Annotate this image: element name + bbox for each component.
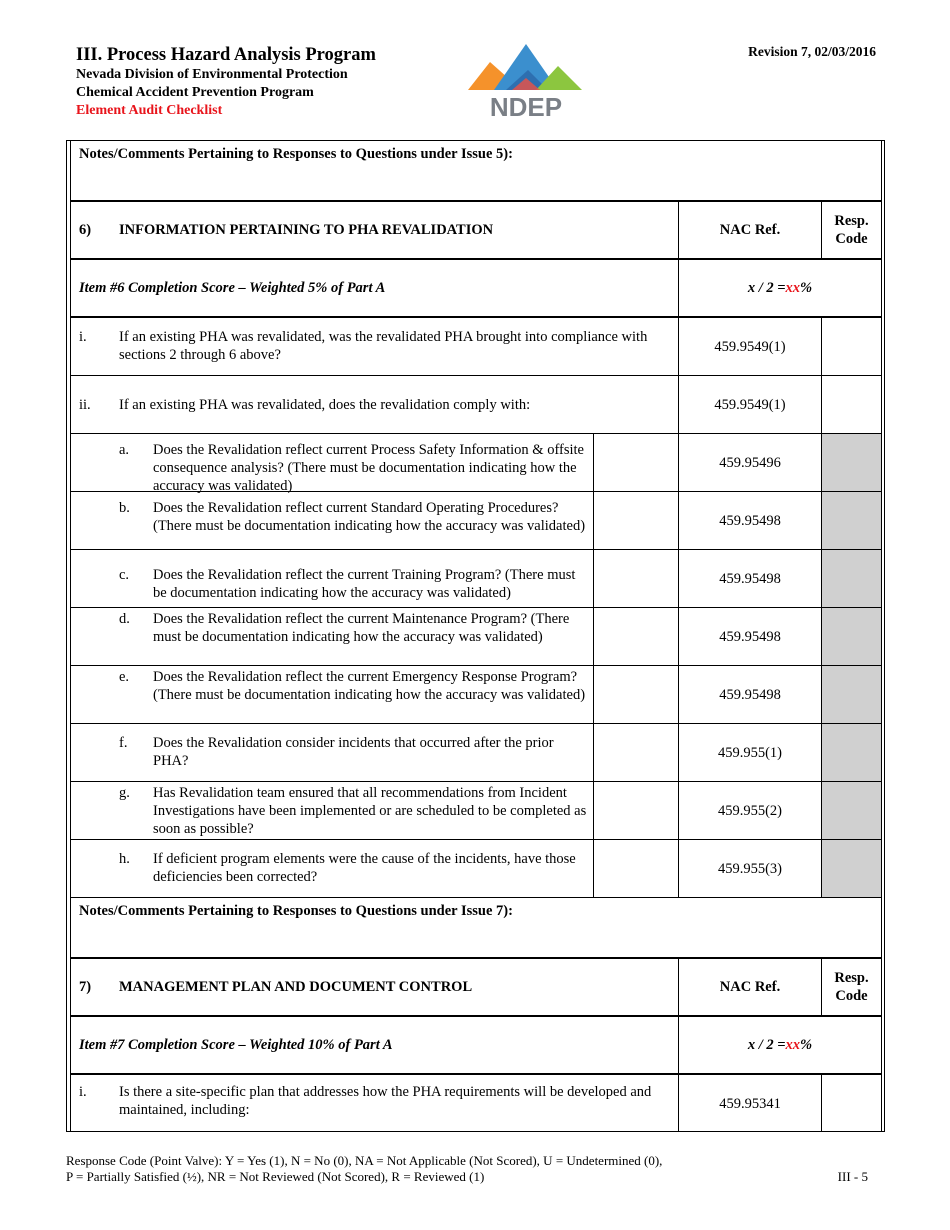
subquestion-row	[71, 840, 881, 898]
response-code-cell-shaded	[821, 608, 881, 665]
document-header	[76, 44, 376, 120]
subquestion-blank-cell	[593, 492, 678, 549]
subquestion-letter: h.	[119, 851, 130, 867]
subquestion-row	[71, 492, 881, 550]
section-7-number: 7)	[79, 979, 92, 995]
subquestion-text: Does the Revalidation reflect the current Maintenance Program? (There must be documentation indicating how the accuracy was validated)	[153, 611, 570, 645]
checklist-table	[66, 140, 885, 1132]
nac-ref: 459.955(3)	[678, 840, 821, 897]
program-name: Chemical Accident Prevention Program	[76, 85, 314, 100]
response-code-cell-shaded	[821, 492, 881, 549]
notes-row-issue-7	[71, 898, 881, 959]
section-6-score-label: Item #6 Completion Score – Weighted 5% of Part A	[79, 280, 386, 296]
subquestion-blank-cell	[593, 724, 678, 781]
checklist-name: Element Audit Checklist	[76, 103, 223, 118]
question-number: ii.	[79, 396, 91, 413]
score-placeholder: xx	[785, 280, 801, 296]
section-7-title: MANAGEMENT PLAN AND DOCUMENT CONTROL	[119, 979, 473, 995]
subquestion-letter: c.	[119, 567, 130, 583]
resp-code-header	[821, 959, 881, 1015]
response-code-cell[interactable]	[821, 376, 881, 433]
nac-ref: 459.95498	[678, 666, 821, 723]
subquestion-row	[71, 434, 881, 492]
response-code-cell-shaded	[821, 724, 881, 781]
ndep-logo-text: NDEP	[489, 92, 563, 122]
subquestion-row	[71, 608, 881, 666]
subquestion-blank-cell	[593, 666, 678, 723]
ndep-logo	[466, 40, 586, 122]
subquestion-letter: a.	[119, 442, 130, 458]
question-text: Is there a site-specific plan that addresses how the PHA requirements will be developed and maintained, including:	[119, 1084, 652, 1118]
nac-ref: 459.95498	[678, 608, 821, 665]
response-code-cell-shaded	[821, 550, 881, 607]
section-6-score-formula	[678, 260, 881, 316]
subquestion-text: Does the Revalidation consider incidents that occurred after the prior PHA?	[153, 735, 554, 769]
subquestion-row	[71, 782, 881, 840]
nac-ref: 459.955(2)	[678, 782, 821, 839]
score-formula-text: x / 2 =	[747, 280, 786, 296]
subquestion-letter: b.	[119, 500, 130, 516]
subquestion-row	[71, 666, 881, 724]
response-code-cell[interactable]	[821, 1075, 881, 1132]
question-number: i.	[79, 1084, 87, 1100]
subquestion-text: Has Revalidation team ensured that all recommendations from Incident Investigations have been implemented or are scheduled to be completed as soon as possible?	[153, 785, 587, 837]
question-text: If an existing PHA was revalidated, does the revalidation comply with:	[119, 396, 531, 413]
notes-row-issue-5	[71, 141, 881, 202]
revision-label: Revision 7, 02/03/2016	[748, 44, 876, 59]
subquestion-text: Does the Revalidation reflect current Process Safety Information & offsite consequence analysis? (There must be documentation indicating how the accuracy was validated)	[153, 442, 584, 494]
nac-ref: 459.9549(1)	[678, 318, 821, 375]
nac-ref: 459.95341	[678, 1075, 821, 1132]
subquestion-letter: e.	[119, 669, 130, 685]
subquestion-blank-cell	[593, 782, 678, 839]
response-code-cell-shaded	[821, 666, 881, 723]
score-placeholder: xx	[785, 1037, 801, 1053]
score-percent: %	[800, 280, 813, 296]
section-6-header	[71, 202, 881, 260]
subquestion-text: Does the Revalidation reflect current Standard Operating Procedures? (There must be documentation indicating how the accuracy was validated)	[153, 500, 586, 534]
response-code-cell-shaded	[821, 782, 881, 839]
legend-line-2: P = Partially Satisfied (½), NR = Not Reviewed (Not Scored), R = Reviewed (1)	[66, 1169, 485, 1184]
response-code-cell-shaded	[821, 840, 881, 897]
subquestion-letter: d.	[119, 611, 130, 627]
nac-ref: 459.955(1)	[678, 724, 821, 781]
nac-ref: 459.95498	[678, 492, 821, 549]
subquestion-row	[71, 550, 881, 608]
nac-ref: 459.95498	[678, 550, 821, 607]
section-6-score-row	[71, 260, 881, 318]
nac-ref-header: NAC Ref.	[678, 959, 821, 1015]
resp-header-line1: Resp.	[834, 213, 869, 229]
resp-header-line1: Resp.	[834, 970, 869, 986]
subquestion-text: Does the Revalidation reflect the current Emergency Response Program? (There must be documentation indicating how the accuracy was validated)	[153, 669, 586, 703]
subquestion-text: Does the Revalidation reflect the current Training Program? (There must be documentation indicating how the accuracy was validated)	[153, 567, 576, 601]
question-text: If an existing PHA was revalidated, was the revalidated PHA brought into compliance with sections 2 through 6 above?	[119, 329, 648, 363]
question-number: i.	[79, 329, 87, 345]
agency-name: Nevada Division of Environmental Protection	[76, 67, 348, 82]
document-title: III. Process Hazard Analysis Program	[76, 45, 376, 65]
subquestion-blank-cell	[593, 550, 678, 607]
subquestion-blank-cell	[593, 840, 678, 897]
question-row	[71, 318, 881, 376]
score-percent: %	[800, 1037, 813, 1053]
nac-ref: 459.95496	[678, 434, 821, 491]
page-number: III - 5	[837, 1169, 868, 1184]
nac-ref-header: NAC Ref.	[678, 202, 821, 258]
question-row	[71, 1075, 881, 1132]
score-formula-text: x / 2 =	[747, 1037, 786, 1053]
legend-line-1: Response Code (Point Valve): Y = Yes (1), N = No (0), NA = Not Applicable (Not Scored), U = Undetermined (0),	[66, 1153, 663, 1168]
section-6-number: 6)	[79, 222, 92, 238]
response-code-legend	[66, 1153, 662, 1185]
resp-header-line2: Code	[835, 231, 868, 247]
response-code-cell[interactable]	[821, 318, 881, 375]
notes-label-issue-7: Notes/Comments Pertaining to Responses to Questions under Issue 7):	[79, 903, 513, 919]
subquestion-row	[71, 724, 881, 782]
subquestion-blank-cell	[593, 434, 678, 491]
section-7-score-formula	[678, 1017, 881, 1073]
resp-code-header	[821, 202, 881, 258]
subquestion-text: If deficient program elements were the cause of the incidents, have those deficiencies been corrected?	[153, 851, 576, 885]
notes-label-issue-5: Notes/Comments Pertaining to Responses to Questions under Issue 5):	[79, 146, 513, 162]
response-code-cell-shaded	[821, 434, 881, 491]
resp-header-line2: Code	[835, 988, 868, 1004]
subquestion-letter: g.	[119, 785, 130, 801]
nac-ref: 459.9549(1)	[678, 376, 821, 433]
section-7-header	[71, 959, 881, 1017]
section-7-score-row	[71, 1017, 881, 1075]
question-row	[71, 376, 881, 434]
subquestion-blank-cell	[593, 608, 678, 665]
section-7-score-label: Item #7 Completion Score – Weighted 10% of Part A	[79, 1037, 393, 1053]
subquestion-letter: f.	[119, 735, 128, 751]
section-6-title: INFORMATION PERTAINING TO PHA REVALIDATION	[119, 222, 494, 238]
